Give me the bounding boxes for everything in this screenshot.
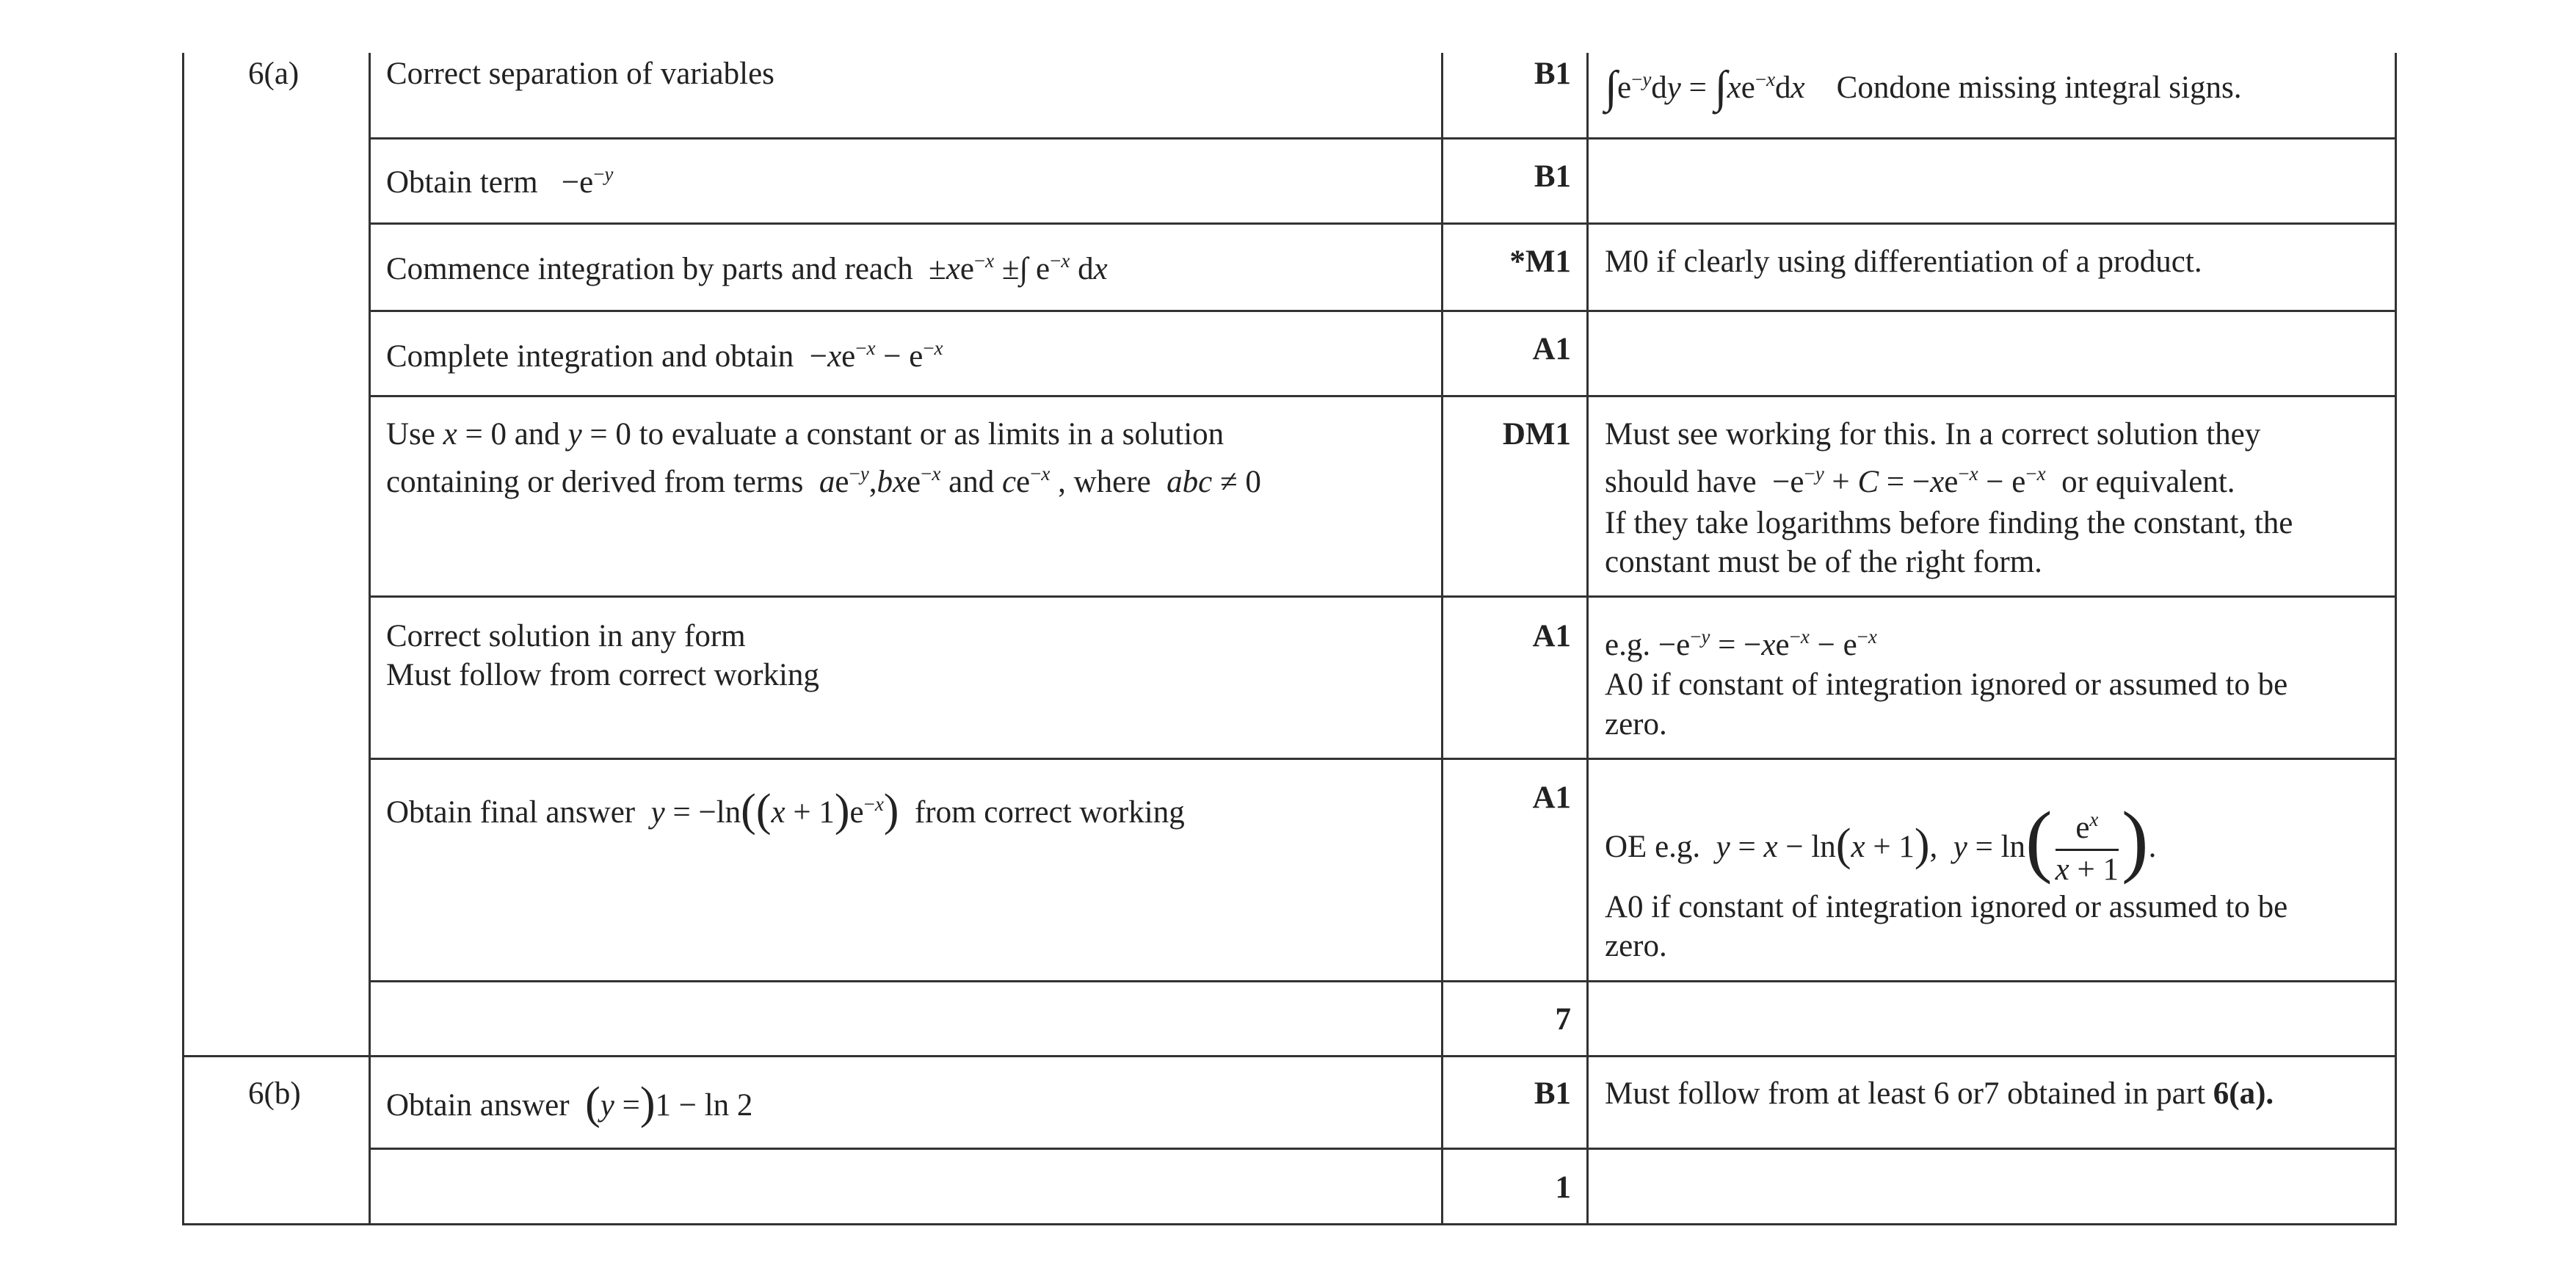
answer-line: Must follow from correct working bbox=[386, 658, 819, 692]
mark-code: *M1 bbox=[1509, 244, 1571, 279]
guidance-fragment: or equivalent. bbox=[2061, 465, 2235, 499]
answer-suffix: from correct working bbox=[914, 795, 1185, 830]
guidance-line: A0 if constant of integration ignored or assumed to be bbox=[1605, 890, 2288, 924]
answer-prefix: Commence integration by parts and reach bbox=[386, 252, 913, 286]
mark-code: DM1 bbox=[1502, 417, 1571, 452]
question-divider bbox=[182, 1055, 2397, 1057]
guidance-fragment: OE e.g. bbox=[1605, 830, 1701, 864]
answer-fragment: = 0 to evaluate a constant or as limits in a solution bbox=[589, 417, 1224, 452]
guidance-fragment: Must follow from at least 6 or7 obtained in part bbox=[1605, 1076, 2206, 1111]
guidance-line: constant must be of the right form. bbox=[1605, 545, 2042, 579]
answer-prefix: Obtain term bbox=[386, 165, 538, 200]
answer-text bbox=[386, 163, 613, 206]
total-marks: 7 bbox=[1555, 1002, 1571, 1037]
math-expression: $y = -\ln((x + 1)e^{-x})$ bbox=[650, 786, 899, 836]
table-border-bottom bbox=[182, 1223, 2397, 1225]
answer-text bbox=[386, 250, 1108, 292]
guidance-text bbox=[1605, 63, 2241, 111]
answer-fragment: = 0 and bbox=[465, 417, 560, 452]
guidance-line: OE e.g. y = x − ln(x + 1), y = ln( $\frac{e^x}{x + 1}$ ). bbox=[1605, 786, 2156, 891]
mark-code: B1 bbox=[1534, 57, 1571, 91]
row-divider bbox=[369, 137, 2397, 140]
math-expression: (y =)1 − ln 2 bbox=[585, 1079, 753, 1128]
guidance-line: Must see working for this. In a correct solution they bbox=[1605, 417, 2261, 452]
table-border-left bbox=[182, 53, 184, 1225]
guidance-part-ref: 6(a). bbox=[2213, 1076, 2274, 1111]
total-marks: 1 bbox=[1555, 1170, 1571, 1205]
guidance-text bbox=[1605, 1074, 2274, 1114]
guidance-note: Condone missing integral signs. bbox=[1836, 70, 2242, 105]
answer-prefix: Complete integration and obtain bbox=[386, 339, 794, 374]
guidance-fragment: should have bbox=[1605, 465, 1757, 499]
answer-fragment: and bbox=[948, 465, 995, 499]
mark-code: B1 bbox=[1534, 159, 1571, 194]
table-border-right bbox=[2395, 53, 2397, 1225]
answer-text bbox=[386, 1081, 752, 1126]
column-divider-marks bbox=[1586, 53, 1589, 1225]
guidance-line: e.g. $-e^{-y} = -xe^{-x} - e^{-x}$ bbox=[1605, 626, 1877, 662]
fraction: $\frac{e^x}{x + 1}$ bbox=[2055, 808, 2119, 887]
answer-line: containing or derived from terms $ae^{-y},bxe^{-x}$ and $ce^{-x}$ , where abc ≠ 0 bbox=[386, 463, 1261, 499]
answer-prefix: Obtain answer bbox=[386, 1088, 570, 1123]
mark-code: B1 bbox=[1534, 1076, 1571, 1111]
answer-fragment: containing or derived from terms bbox=[386, 465, 804, 499]
answer-text bbox=[386, 337, 943, 380]
row-divider bbox=[369, 222, 2397, 225]
row-divider bbox=[369, 395, 2397, 397]
guidance-line: zero. bbox=[1605, 929, 1667, 963]
guidance-fragment: e.g. bbox=[1605, 628, 1651, 662]
math-expression: $\pm xe^{-x}$ ±∫ $e^{-x}$ dx bbox=[929, 250, 1108, 286]
guidance-line: A0 if constant of integration ignored or assumed to be bbox=[1605, 667, 2288, 702]
column-divider-answer bbox=[1441, 53, 1443, 1225]
guidance-line: zero. bbox=[1605, 707, 1667, 742]
guidance-line: If they take logarithms before finding the constant, the bbox=[1605, 506, 2293, 540]
answer-fragment: Use bbox=[386, 417, 435, 452]
answer-line: Correct solution in any form bbox=[386, 619, 746, 653]
answer-prefix: Obtain final answer bbox=[386, 795, 636, 830]
column-divider-question bbox=[369, 53, 371, 1225]
answer-text: Correct separation of variables bbox=[386, 57, 774, 91]
guidance-text: M0 if clearly using differentiation of a product. bbox=[1605, 244, 2202, 279]
question-number: 6(b) bbox=[248, 1076, 301, 1111]
answer-line: Use x = 0 and y = 0 to evaluate a constant or as limits in a solution bbox=[386, 417, 1224, 452]
mark-code: A1 bbox=[1532, 619, 1571, 653]
math-expression: $-e^{-y}$ bbox=[561, 163, 614, 200]
mark-code: A1 bbox=[1532, 332, 1571, 366]
row-divider bbox=[369, 595, 2397, 598]
math-expression: $-xe^{-x} - e^{-x}$ bbox=[809, 337, 943, 374]
row-divider bbox=[369, 980, 2397, 982]
answer-text bbox=[386, 788, 1185, 836]
guidance-line: should have $-e^{-y} + C = -xe^{-x} - e^{-x}$ or equivalent. bbox=[1605, 463, 2235, 499]
row-divider bbox=[369, 758, 2397, 760]
row-divider bbox=[369, 1148, 2397, 1150]
mark-code: A1 bbox=[1532, 780, 1571, 815]
separation-equation: $\int e^{-y}dy = \int xe^{-x}dx$ bbox=[1605, 62, 1805, 112]
answer-fragment: , where bbox=[1058, 465, 1151, 499]
question-number: 6(a) bbox=[248, 57, 300, 91]
row-divider bbox=[369, 310, 2397, 312]
